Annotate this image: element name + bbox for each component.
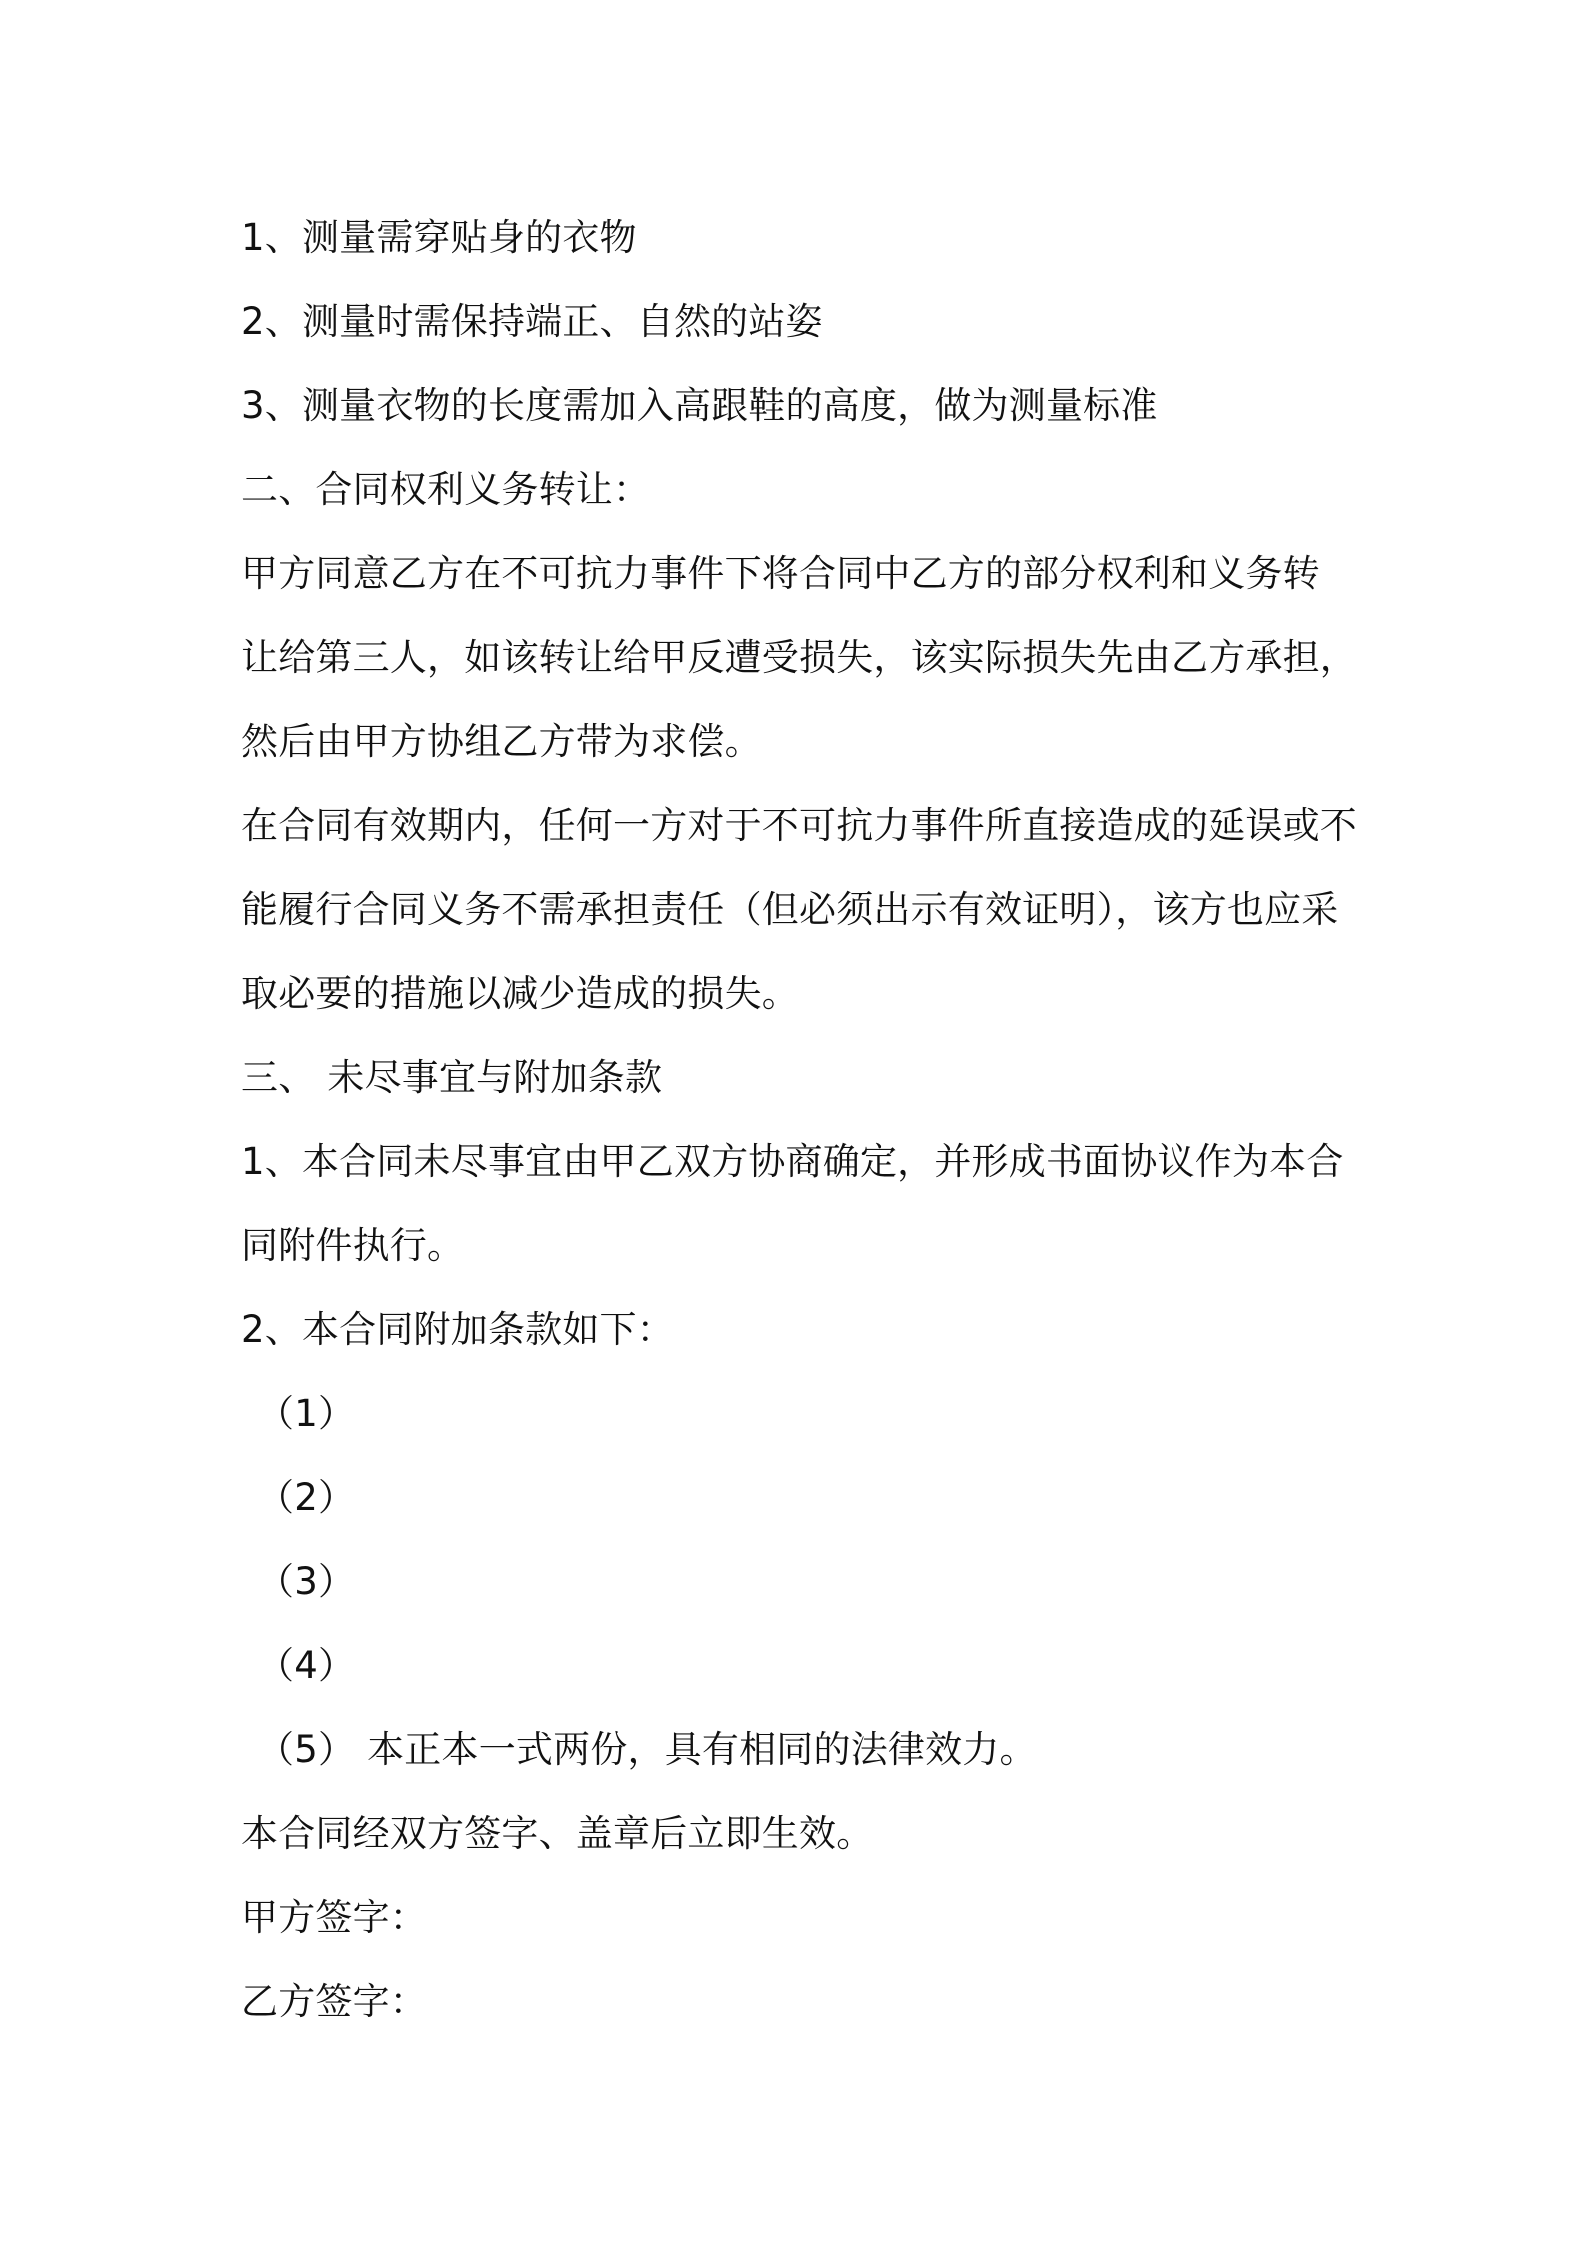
party-b-signature-label: 乙方签字： [241, 1980, 427, 2023]
clause-measure-3: 3、测量衣物的长度需加入高跟鞋的高度，做为测量标准 [241, 384, 1158, 427]
additional-term-item-1: （1） [257, 1392, 356, 1435]
contract-body [241, 196, 1361, 2044]
paragraph-force-majeure-line-1: 在合同有效期内，任何一方对于不可抗力事件所直接造成的延误或不 [241, 804, 1357, 847]
additional-term-item-5: （5） 本正本一式两份，具有相同的法律效力。 [257, 1728, 1037, 1771]
paragraph-force-majeure-line-2: 能履行合同义务不需承担责任（但必须出示有效证明），该方也应采 [241, 888, 1339, 931]
effectiveness-statement: 本合同经双方签字、盖章后立即生效。 [241, 1812, 874, 1855]
clause-additional-1-line-1: 1、本合同未尽事宜由甲乙双方协商确定，并形成书面协议作为本合 [241, 1140, 1344, 1183]
section-heading-additional-terms: 三、 未尽事宜与附加条款 [241, 1056, 663, 1099]
clause-measure-2: 2、测量时需保持端正、自然的站姿 [241, 300, 823, 343]
clause-measure-1: 1、测量需穿贴身的衣物 [241, 216, 637, 259]
paragraph-transfer-line-3: 然后由甲方协组乙方带为求偿。 [241, 720, 762, 763]
party-a-signature-label: 甲方签字： [241, 1896, 427, 1939]
clause-additional-2: 2、本合同附加条款如下： [241, 1308, 674, 1351]
paragraph-transfer-line-1: 甲方同意乙方在不可抗力事件下将合同中乙方的部分权利和义务转 [241, 552, 1320, 595]
additional-term-item-4: （4） [257, 1644, 356, 1687]
paragraph-transfer-line-2: 让给第三人，如该转让给甲反遭受损失，该实际损失先由乙方承担， [241, 636, 1357, 679]
additional-term-item-3: （3） [257, 1560, 356, 1603]
paragraph-force-majeure-line-3: 取必要的措施以减少造成的损失。 [241, 972, 799, 1015]
additional-term-item-2: （2） [257, 1476, 356, 1519]
clause-additional-1-line-2: 同附件执行。 [241, 1224, 465, 1267]
section-heading-transfer: 二、合同权利义务转让： [241, 468, 651, 511]
